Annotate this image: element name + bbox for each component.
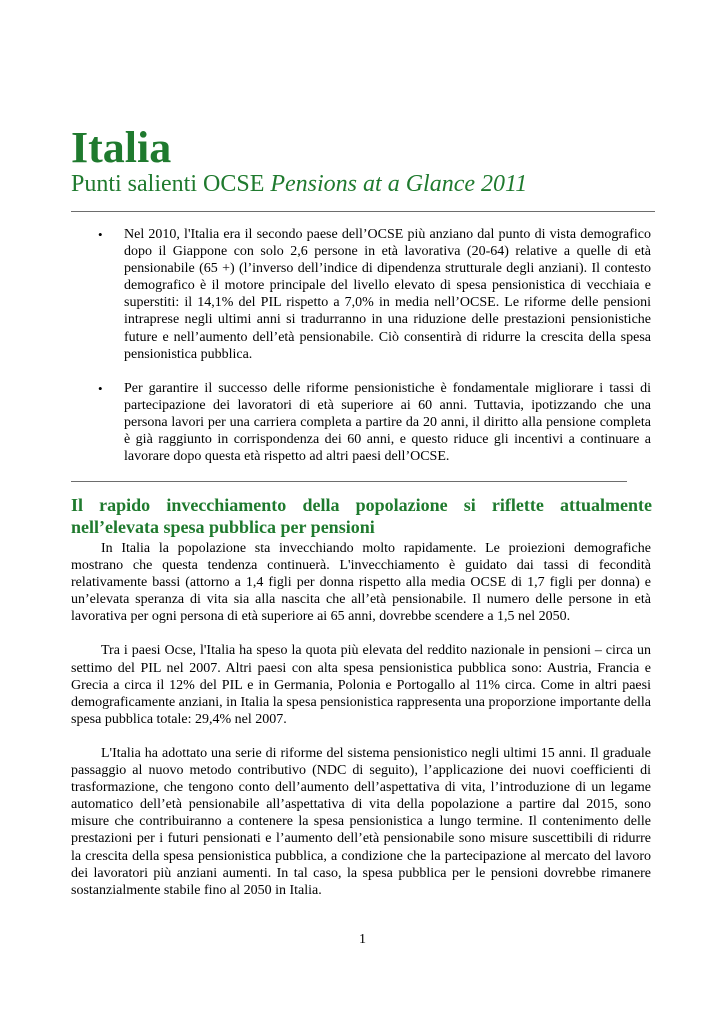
page-subtitle bbox=[71, 170, 527, 198]
page-title: Italia bbox=[71, 123, 172, 172]
bullet-text: Per garantire il successo delle riforme pensionistiche è fondamentale migliorare i tassi di partecipazione dei lavoratori di età superiore ai 60 anni. Tuttavia, ipotizzando che una persona lavori per una carriera completa a partire da 20 anni, il diritto alla pensione completa è già raggiunto in corrispondenza dei 60 anni, e questo riduce gli incentivi a continuare a lavorare dopo questa età rispetto ad altri paesi dell’OCSE. bbox=[124, 380, 651, 465]
section-divider bbox=[71, 481, 627, 482]
bullet-icon: • bbox=[98, 227, 103, 242]
body-paragraph: L'Italia ha adottato una serie di riforme del sistema pensionistico negli ultimi 15 anni. Il graduale passaggio al nuovo metodo contributivo (NDC di seguito), l’applicazione dei nuovi coefficienti di trasformazione, che tengono conto dell’aumento dell’aspettativa di vita, l’introduzione di un legame automatico dell’età pensionabile all’aspettativa di vita della popolazione a partire dal 2015, sono misure che contribuiranno a contenere la spesa pensionistica a lungo termine. Il contenimento delle prestazioni per i futuri pensionati e l’aumento dell’età pensionabile sono misure suscettibili di ridurre la crescita della spesa pensionistica pubblica, a condizione che la partecipazione al mercato del lavoro dei lavoratori più anziani aumenti. In tal caso, la spesa pubblica per le pensioni dovrebbe rimanere sostanzialmente stabile fino al 2050 in Italia. bbox=[71, 745, 651, 898]
section-body bbox=[71, 540, 651, 916]
subtitle-italic: Pensions at a Glance 2011 bbox=[270, 171, 528, 197]
section-heading: Il rapido invecchiamento della popolazione si riflette attualmente nell’elevata spesa pubblica per pensioni bbox=[71, 495, 652, 537]
subtitle-plain: Punti salienti OCSE bbox=[71, 171, 271, 197]
highlights-list bbox=[71, 226, 651, 482]
bullet-text: Nel 2010, l'Italia era il secondo paese dell’OCSE più anziano dal punto di vista demografico dopo il Giappone con solo 2,6 persone in età lavorativa (20-64) relative a quelle di età pensionabile (65 +) (l’inverso dell’indice di dipendenza strutturale degli anziani). Il contesto demografico è il motore principale del livello elevato di spesa pensionistica di vecchiaia e superstiti: il 14,1% del PIL rispetto a 7,0% in media nell’OCSE. Le riforme delle pensioni intraprese negli ultimi anni si tradurranno in una riduzione delle prestazioni pensionistiche future e nell’aumento dell’età pensionabile. Ciò consentirà di ridurre la crescita della spesa pensionistica pubblica. bbox=[124, 227, 651, 362]
list-item bbox=[71, 380, 651, 465]
list-item bbox=[71, 226, 651, 363]
header-divider bbox=[71, 211, 655, 212]
body-paragraph: Tra i paesi Ocse, l'Italia ha speso la quota più elevata del reddito nazionale in pensioni – circa un settimo del PIL nel 2007. Altri paesi con alta spesa pensionistica pubblica sono: Austria, Francia e Grecia a circa il 12% del PIL e in Germania, Polonia e Portogallo al 11% circa. Come in altri paesi demograficamente anziani, in Italia la spesa pensionistica rappresenta una proporzione importante della spesa pubblica totale: 29,4% nel 2007. bbox=[71, 643, 651, 727]
body-paragraph: In Italia la popolazione sta invecchiando molto rapidamente. Le proiezioni demografiche mostrano che questa tendenza continuerà. L'invecchiamento è guidato dai tassi di fecondità relativamente bassi (attorno a 1,4 figli per donna rispetto alla media OCSE di 1,7 figli per donna) e un’elevata speranza di vita sia alla nascita che all’età pensionabile. Il numero delle persone in età lavorativa per ogni persona di età superiore ai 65 anni, dovrebbe scendere a 1,5 nel 2050. bbox=[71, 541, 651, 625]
page-number: 1 bbox=[359, 932, 366, 947]
bullet-icon: • bbox=[98, 380, 103, 396]
